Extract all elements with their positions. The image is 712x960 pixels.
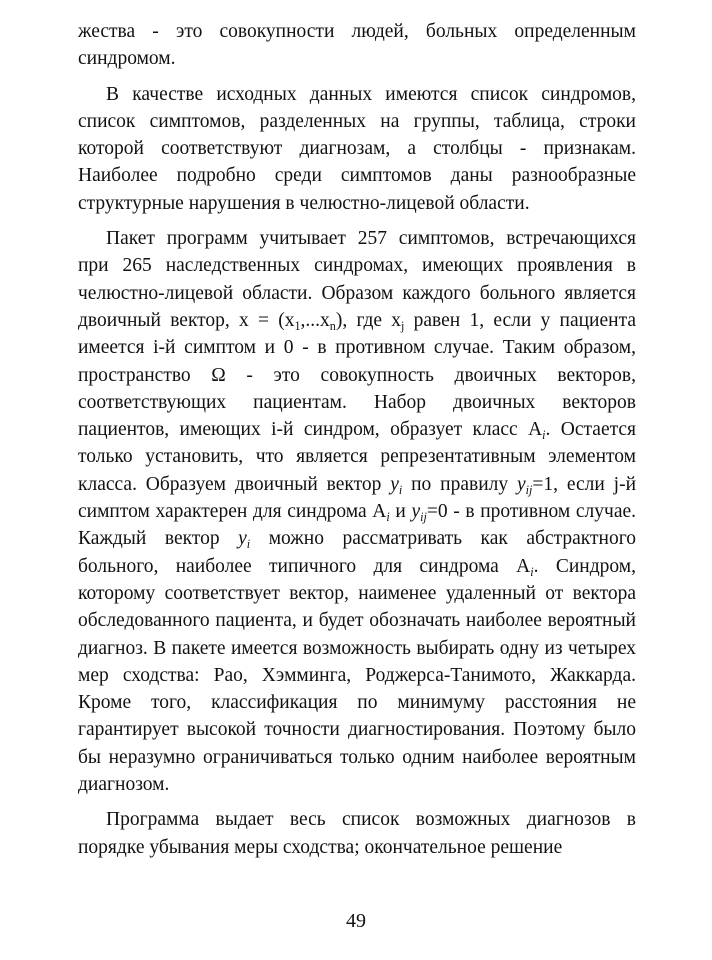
- page-number: 49: [346, 910, 366, 932]
- text-run: равен 1, если у пациента имеется i-й симптом и 0 - в противном случае. Таким образом, пространство Ω - это совокупность двоичных векторов, соответствующих пациентам. Набор двоичных векторов пациентов, имеющих i-й синдром, образует класс A: [78, 309, 636, 441]
- paragraph-program-output: Программа выдает весь список возможных диагнозов в порядке убывания меры сходства; окончательное решение: [78, 809, 636, 858]
- page-body: [78, 18, 636, 861]
- variable: y: [516, 473, 526, 495]
- variable: y: [238, 528, 247, 550]
- subscript: i: [398, 482, 403, 497]
- subscript: 1: [294, 319, 301, 334]
- text-run: =1, если j-й симптом характерен для синдрома A: [78, 473, 636, 523]
- text-run: =0 - в противном случае. Каждый вектор: [78, 501, 637, 550]
- subscript: ij: [525, 482, 533, 497]
- text-run: можно рассматривать как абстрактного больного, наиболее типичного для синдрома A: [78, 528, 636, 577]
- subscript: i: [246, 537, 251, 552]
- text-run: Пакет программ учитывает 257 симптомов, встречающихся при 265 наследственных синдромах, имеющих проявления в челюстно-лицевой области. Образом каждого больного является двоичный вектор, x = (x: [78, 228, 636, 331]
- paragraph-software-package: [78, 225, 636, 798]
- paragraph-input-data: В качестве исходных данных имеются список синдромов, список симптомов, разделенных на группы, таблица, строки которой соответствуют диагнозам, а столбцы - признакам. Наиболее подробно среди симптомов даны разнообразные структурные нарушения в челюстно-лицевой области.: [78, 83, 636, 214]
- subscript: i: [530, 564, 534, 579]
- variable: y: [390, 473, 399, 495]
- paragraph-continuation: жества - это совокупности людей, больных определенным синдромом.: [78, 21, 636, 70]
- text-run: ), где x: [335, 309, 402, 331]
- subscript: i: [542, 428, 546, 443]
- text-run: . Синдром, которому соответствует вектор, наименее удаленный от вектора обследованного пациента, и будет обозначать наиболее вероятный диагноз. В пакете имеется возможность выбирать одну из четырех мер сходства: Рао, Хэмминга, Роджерса-Танимото, Жаккарда. Кроме того, классификация по минимуму расстояния не гарантирует высокой точности диагностирования. Поэтому было бы неразумно ограничиваться только одним наиболее вероятным диагнозом.: [78, 555, 636, 796]
- text-run: ,...x: [300, 309, 330, 331]
- text-run: по правилу: [402, 473, 517, 495]
- subscript: ij: [420, 510, 427, 525]
- text-run: и: [389, 501, 412, 523]
- text-run: . Остается только установить, что является репрезентативным элементом класса. Образуем двоичный вектор: [78, 419, 636, 495]
- variable: y: [411, 501, 421, 523]
- subscript: n: [329, 319, 336, 334]
- subscript: i: [386, 510, 390, 525]
- subscript: j: [401, 319, 405, 334]
